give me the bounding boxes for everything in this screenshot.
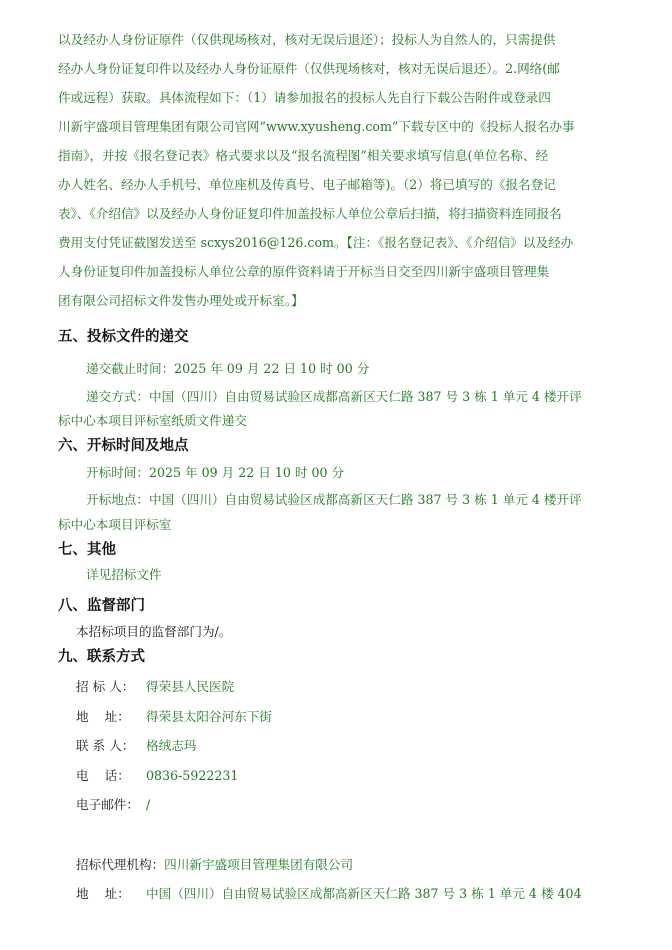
agency-row xyxy=(76,857,353,873)
agency-address-row xyxy=(76,886,582,902)
agency-label: 招标代理机构： xyxy=(76,857,165,872)
submission-method-cont: 标中心本项目评标室纸质文件递交 xyxy=(58,413,247,428)
agency-address-value: 中国（四川）自由贸易试验区成都高新区天仁路 387 号 3 栋 1 单元 4 楼 404 xyxy=(146,886,582,901)
intro-line: 办人姓名、经办人手机号、单位座机及传真号、电子邮箱等)。（2）将已填写的《报名登记 xyxy=(58,177,556,192)
section-heading: 八、监督部门 xyxy=(58,598,145,614)
section-heading: 七、其他 xyxy=(58,542,116,558)
opening-time: 开标时间：2025 年 09 月 22 日 10 时 00 分 xyxy=(86,465,345,480)
opening-place-cont: 标中心本项目评标室 xyxy=(58,517,172,532)
agency-address-label: 地 址： xyxy=(76,886,130,901)
address-label: 地 址： xyxy=(76,709,130,724)
phone-row xyxy=(76,768,238,784)
intro-line: 费用支付凭证截图发送至 scxys2016@126.com。【注：《报名登记表》、《介绍信》以及经办 xyxy=(58,235,574,250)
submission-method: 递交方式：中国（四川）自由贸易试验区成都高新区天仁路 387 号 3 栋 1 单元 4 楼开评 xyxy=(86,389,582,404)
purchaser-row xyxy=(76,679,234,695)
intro-line: 人身份证复印件加盖投标人单位公章的原件资料请于开标当日交至四川新宇盛项目管理集 xyxy=(58,264,550,279)
intro-line: 表》、《介绍信》以及经办人身份证复印件加盖投标人单位公章后扫描，将扫描资料连同报名 xyxy=(58,206,562,221)
supervision-text: 本招标项目的监督部门为/。 xyxy=(76,624,232,639)
intro-line: 团有限公司招标文件发售办理处或开标室。】 xyxy=(58,293,304,308)
address-value: 得荣县太阳谷河东下街 xyxy=(146,709,272,724)
phone-label: 电 话： xyxy=(76,768,130,783)
phone-value: 0836-5922231 xyxy=(146,768,239,783)
intro-line: 件或远程）获取。具体流程如下：（1）请参加报名的投标人先自行下载公告附件或登录四 xyxy=(58,90,551,105)
agency-value: 四川新宇盛项目管理集团有限公司 xyxy=(164,857,354,872)
opening-place: 开标地点：中国（四川）自由贸易试验区成都高新区天仁路 387 号 3 栋 1 单元 4 楼开评 xyxy=(86,492,582,507)
intro-line: 指南》，并按《报名登记表》格式要求以及“报名流程图”相关要求填写信息(单位名称、经 xyxy=(58,148,549,163)
email-label: 电子邮件： xyxy=(76,797,139,812)
intro-line: 经办人身份证复印件以及经办人身份证原件（仅供现场核对，核对无误后退还）。2.网络(邮 xyxy=(58,61,560,76)
section-heading: 九、联系方式 xyxy=(58,649,145,665)
address-row xyxy=(76,709,272,725)
contact-value: 格绒志玛 xyxy=(146,738,197,753)
intro-line: 川新宇盛项目管理集团有限公司官网“www.xyusheng.com”下载专区中的《投标人报名办事 xyxy=(58,119,575,134)
intro-line: 以及经办人身份证原件（仅供现场核对，核对无误后退还）；投标人为自然人的，只需提供 xyxy=(58,32,556,47)
purchaser-label: 招 标 人： xyxy=(76,679,135,694)
section-heading: 六、开标时间及地点 xyxy=(58,438,189,454)
contact-row xyxy=(76,738,196,754)
email-row xyxy=(76,797,150,813)
other-text: 详见招标文件 xyxy=(86,567,162,582)
contact-label: 联 系 人： xyxy=(76,738,135,753)
email-value: / xyxy=(146,797,151,812)
submission-deadline: 递交截止时间：2025 年 09 月 22 日 10 时 00 分 xyxy=(86,361,370,376)
section-heading: 五、投标文件的递交 xyxy=(58,329,189,345)
purchaser-value: 得荣县人民医院 xyxy=(146,679,235,694)
